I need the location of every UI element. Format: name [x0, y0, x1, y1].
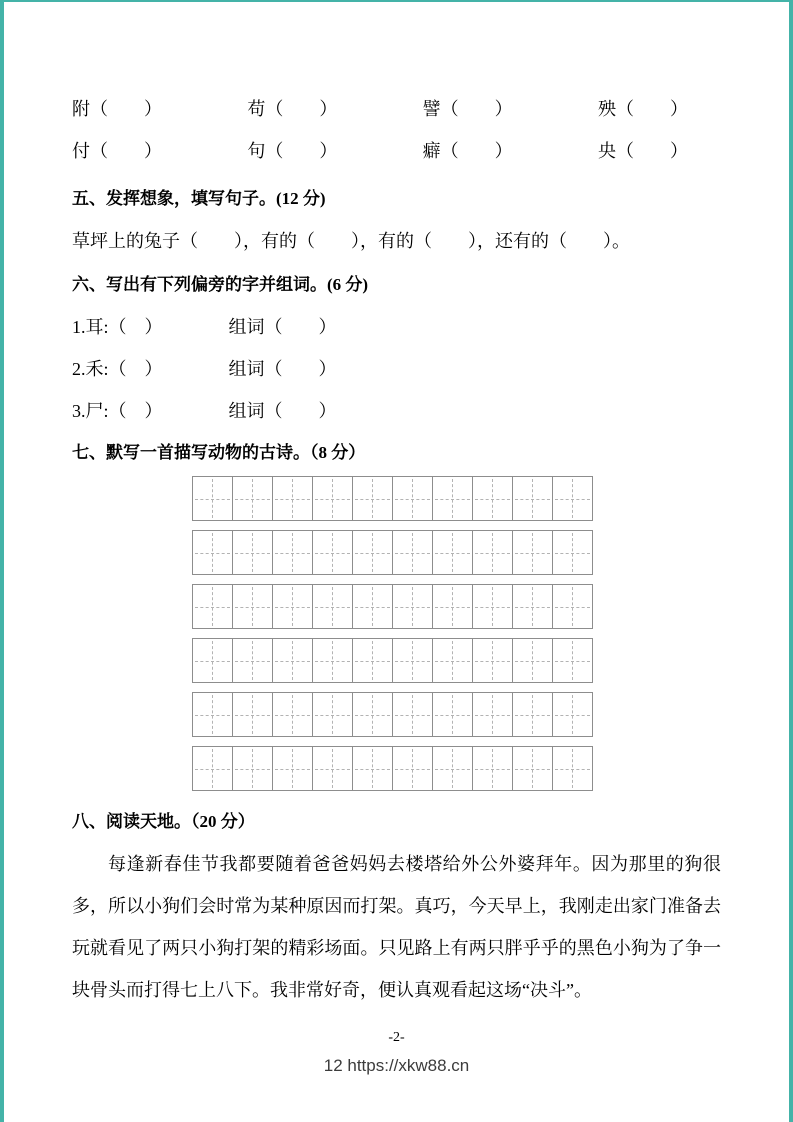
- writing-cell: [552, 476, 593, 521]
- writing-cell: [392, 692, 433, 737]
- char-blank: 殃（ ）: [597, 99, 688, 119]
- section-six-title: 六、写出有下列偏旁的字并组词。(6 分): [72, 275, 369, 294]
- writing-cell: [472, 476, 513, 521]
- writing-cell: [352, 530, 393, 575]
- writing-cell: [272, 638, 313, 683]
- writing-cell: [352, 638, 393, 683]
- writing-cell: [512, 584, 553, 629]
- footer-site-link: 12 https://xkw88.cn: [323, 1056, 470, 1075]
- writing-cell: [272, 530, 313, 575]
- writing-cell: [192, 692, 233, 737]
- writing-cell: [352, 584, 393, 629]
- radical-item-3: [72, 398, 721, 424]
- writing-cell: [512, 692, 553, 737]
- writing-cell: [472, 530, 513, 575]
- writing-cell: [392, 638, 433, 683]
- writing-cell: [192, 746, 233, 791]
- writing-cell: [392, 530, 433, 575]
- writing-cell: [312, 638, 353, 683]
- writing-cell: [312, 476, 353, 521]
- writing-cell: [392, 746, 433, 791]
- char-blank: 句（ ）: [247, 141, 338, 161]
- writing-cell: [512, 638, 553, 683]
- section-five-title: 五、发挥想象，填写句子。(12 分): [72, 189, 326, 208]
- char-blank: 付（ ）: [72, 141, 162, 161]
- page-border-left: [0, 0, 4, 1122]
- writing-cell: [512, 476, 553, 521]
- page-number: -2-: [388, 1030, 405, 1045]
- writing-grid-row: [192, 476, 602, 521]
- section-eight-title: 八、阅读天地。（20 分）: [72, 812, 255, 831]
- writing-cell: [272, 692, 313, 737]
- writing-cell: [272, 476, 313, 521]
- page-border-top: [0, 0, 793, 2]
- writing-cell: [232, 584, 273, 629]
- page-border-right: [789, 0, 793, 1122]
- writing-cell: [552, 584, 593, 629]
- radical-prefix: 3.尸:（ ）: [72, 401, 163, 421]
- writing-cell: [312, 692, 353, 737]
- char-blank: 苟（ ）: [247, 99, 338, 119]
- writing-cell: [432, 746, 473, 791]
- reading-paragraph: 每逢新春佳节我都要随着爸爸妈妈去楼塔给外公外婆拜年。因为那里的狗很多，所以小狗们会时常为某种原因而打架。真巧，今天早上，我刚走出家门准备去玩就看见了两只小狗打架的精彩场面。只见路上有两只胖乎乎的黑色小狗为了争一块骨头而打得七上八下。我非常好奇，便认真观看起这场“决斗”。: [72, 854, 721, 1000]
- writing-cell: [192, 476, 233, 521]
- writing-grid-row: [192, 584, 602, 629]
- writing-grid-row: [192, 530, 602, 575]
- writing-cell: [392, 476, 433, 521]
- radical-zuci: 组词（ ）: [228, 317, 337, 337]
- writing-cell: [432, 692, 473, 737]
- char-compare-row-2: [72, 138, 688, 164]
- radical-item-1: [72, 314, 721, 340]
- writing-cell: [472, 638, 513, 683]
- writing-cell: [232, 746, 273, 791]
- radical-zuci: 组词（ ）: [228, 401, 337, 421]
- writing-cell: [432, 584, 473, 629]
- writing-cell: [512, 746, 553, 791]
- writing-cell: [432, 530, 473, 575]
- writing-cell: [472, 692, 513, 737]
- char-compare-row-1: [72, 96, 688, 122]
- writing-cell: [552, 638, 593, 683]
- writing-cell: [312, 530, 353, 575]
- writing-cell: [432, 638, 473, 683]
- char-blank: 癖（ ）: [422, 141, 513, 161]
- writing-cell: [272, 746, 313, 791]
- char-blank: 央（ ）: [597, 141, 688, 161]
- section-seven-title: 七、默写一首描写动物的古诗。（8 分）: [72, 443, 366, 462]
- writing-cell: [192, 638, 233, 683]
- writing-cell: [552, 746, 593, 791]
- writing-cell: [232, 638, 273, 683]
- writing-grid: [192, 476, 602, 791]
- char-blank: 譬（ ）: [422, 99, 513, 119]
- writing-cell: [552, 692, 593, 737]
- radical-item-2: [72, 356, 721, 382]
- writing-cell: [352, 746, 393, 791]
- writing-cell: [392, 584, 433, 629]
- section-five-sentence: 草坪上的兔子（ ），有的（ ），有的（ ），还有的（ ）。: [72, 231, 630, 251]
- writing-cell: [352, 476, 393, 521]
- writing-cell: [232, 476, 273, 521]
- writing-cell: [312, 746, 353, 791]
- char-blank: 附（ ）: [72, 99, 162, 119]
- writing-cell: [232, 692, 273, 737]
- writing-cell: [472, 746, 513, 791]
- writing-cell: [512, 530, 553, 575]
- writing-cell: [232, 530, 273, 575]
- radical-prefix: 1.耳:（ ）: [72, 317, 163, 337]
- writing-cell: [192, 584, 233, 629]
- writing-cell: [432, 476, 473, 521]
- writing-grid-row: [192, 692, 602, 737]
- writing-cell: [472, 584, 513, 629]
- writing-cell: [312, 584, 353, 629]
- writing-grid-row: [192, 638, 602, 683]
- writing-cell: [272, 584, 313, 629]
- radical-prefix: 2.禾:（ ）: [72, 359, 163, 379]
- writing-grid-row: [192, 746, 602, 791]
- writing-cell: [352, 692, 393, 737]
- radical-zuci: 组词（ ）: [228, 359, 337, 379]
- writing-cell: [552, 530, 593, 575]
- writing-cell: [192, 530, 233, 575]
